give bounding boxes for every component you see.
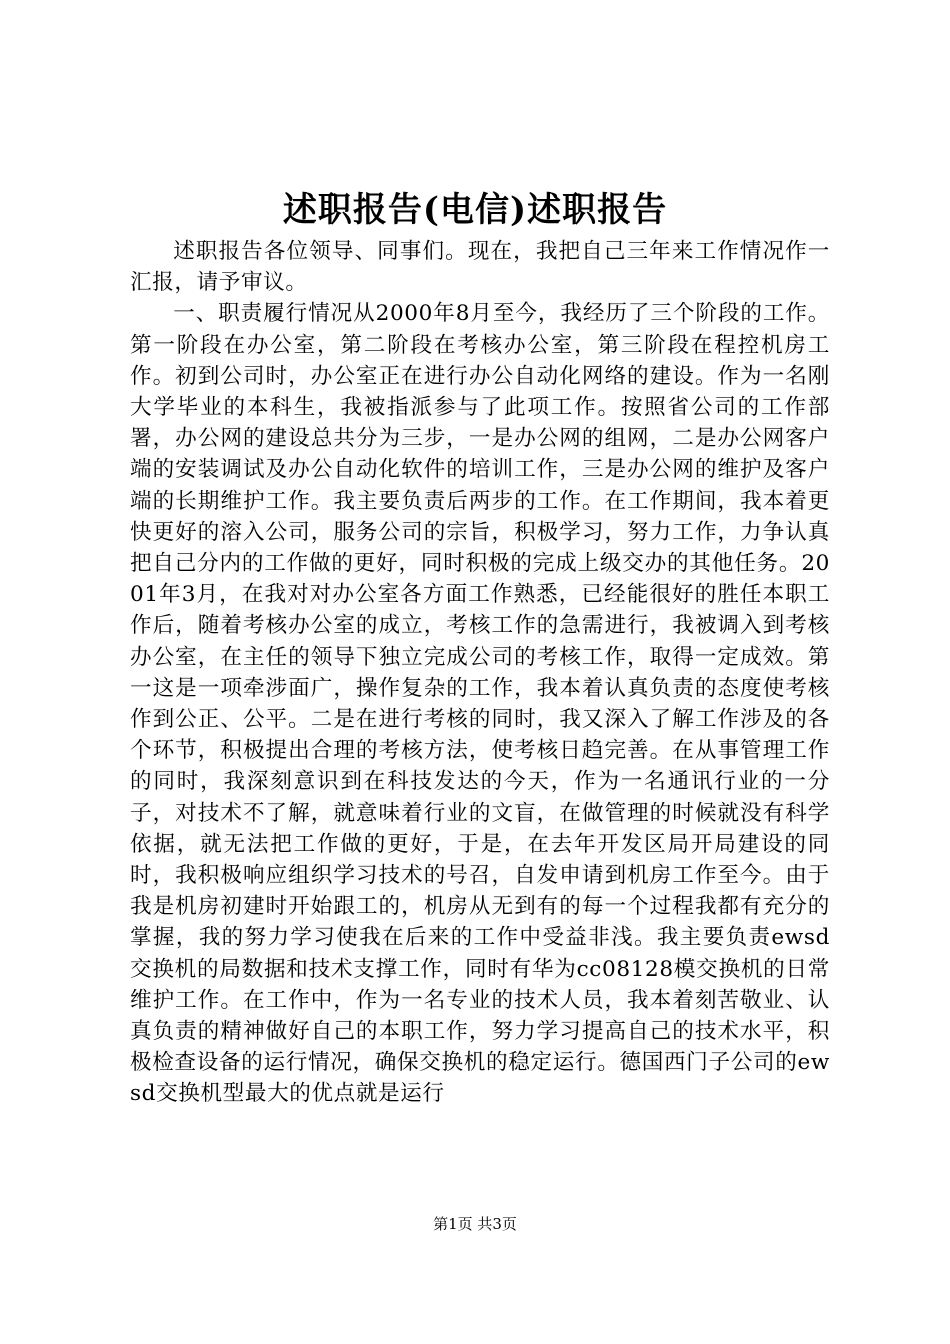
page-number-footer: 第1页 共3页	[433, 1215, 517, 1233]
paragraph-intro: 述职报告各位领导、同事们。现在，我把自己三年来工作情况作一汇报，请予审议。	[130, 239, 830, 296]
document-body	[130, 236, 830, 1176]
paragraph-duties: 一、职责履行情况从2000年8月至今，我经历了三个阶段的工作。第一阶段在办公室，第二阶段在考核办公室，第三阶段在程控机房工作。初到公司时，办公室正在进行办公自动化网络的建设。作为一名刚大学毕业的本科生，我被指派参与了此项工作。按照省公司的工作部署，办公网的建设总共分为三步，一是办公网的组网，二是办公网客户端的安装调试及办公自动化软件的培训工作，三是办公网的维护及客户端的长期维护工作。我主要负责后两步的工作。在工作期间，我本着更快更好的溶入公司，服务公司的宗旨，积极学习，努力工作，力争认真把自己分内的工作做的更好，同时积极的完成上级交办的其他任务。2001年3月，在我对对办公室各方面工作熟悉，已经能很好的胜任本职工作后，随着考核办公室的成立，考核工作的急需进行，我被调入到考核办公室，在主任的领导下独立完成公司的考核工作，取得一定成效。第一这是一项牵涉面广，操作复杂的工作，我本着认真负责的态度使考核作到公正、公平。二是在进行考核的同时，我又深入了解工作涉及的各个环节，积极提出合理的考核方法，使考核日趋完善。在从事管理工作的同时，我深刻意识到在科技发达的今天，作为一名通讯行业的一分子，对技术不了解，就意味着行业的文盲，在做管理的时候就没有科学依据，就无法把工作做的更好，于是，在去年开发区局开局建设的同时，我积极响应组织学习技术的号召，自发申请到机房工作至今。由于我是机房初建时开始跟工的，机房从无到有的每一个过程我都有充分的掌握，我的努力学习使我在后来的工作中受益非浅。我主要负责ewsd交换机的局数据和技术支撑工作，同时有华为cc08128模交换机的日常维护工作。在工作中，作为一名专业的技术人员，我本着刻苦敬业、认真负责的精神做好自己的本职工作，努力学习提高自己的技术水平，积极检查设备的运行情况，确保交换机的稳定运行。德国西门子公司的ewsd交换机型最大的优点就是运行	[130, 301, 830, 1107]
document-title: 述职报告(电信)述职报告	[282, 190, 668, 230]
